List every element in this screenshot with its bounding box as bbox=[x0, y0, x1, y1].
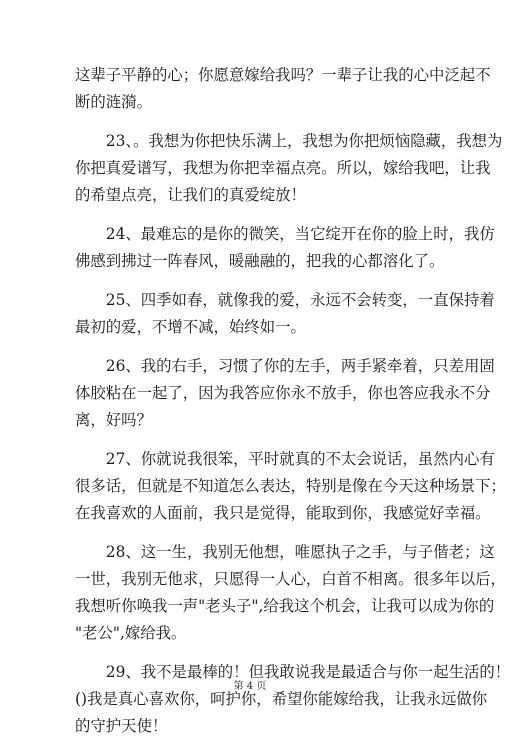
body-text bbox=[75, 64, 510, 742]
paragraph-continuation bbox=[75, 64, 491, 118]
text-line: 离，好吗？ bbox=[75, 411, 152, 429]
text-line: 一世，我别无他求，只愿得一人心，白首不相离。很多年以后， bbox=[75, 570, 506, 588]
paragraph-25 bbox=[75, 289, 495, 343]
text-line: ()我是真心喜欢你，呵护你，希望你能嫁给我，让我永远做你 bbox=[75, 690, 488, 708]
text-line: 很多话，但就是不知道怎么表达，特别是像在今天这种场景下； bbox=[75, 477, 506, 495]
text-line: "老公",嫁给我。 bbox=[75, 624, 187, 642]
text-line: 27、你就说我很笨，平时就真的不太会说话，虽然内心有 bbox=[105, 450, 495, 468]
text-line: 断的涟漪。 bbox=[75, 93, 152, 111]
text-line: 这辈子平静的心；你愿意嫁给我吗？一辈子让我的心中泛起不 bbox=[75, 66, 491, 84]
text-line: 29、我不是最棒的！但我敢说我是最适合与你一起生活的！ bbox=[105, 663, 510, 681]
text-line: 体胶粘在一起了，因为我答应你永不放手，你也答应我永不分 bbox=[75, 384, 491, 402]
text-line: 25、四季如春，就像我的爱，永远不会转变，一直保持着 bbox=[105, 291, 495, 309]
text-line: 的守护天使！ bbox=[75, 717, 168, 735]
text-line: 24、最难忘的是你的微笑，当它绽开在你的脸上时，我仿 bbox=[105, 225, 495, 243]
text-line: 28、这一生，我别无他想，唯愿执子之手，与子偕老；这 bbox=[105, 543, 495, 561]
paragraph-23 bbox=[75, 130, 503, 211]
paragraph-24 bbox=[75, 223, 495, 277]
text-line: 在我喜欢的人面前，我只是觉得，能取到你，我感觉好幸福。 bbox=[75, 504, 491, 522]
paragraph-27 bbox=[75, 448, 506, 529]
text-line: 佛感到拂过一阵春风，暖融融的，把我的心都溶化了。 bbox=[75, 252, 445, 270]
text-line: 我想听你唤我一声"老头子",给我这个机会，让我可以成为你的 bbox=[75, 597, 495, 615]
text-line: 的希望点亮，让我们的真爱绽放！ bbox=[75, 186, 306, 204]
text-line: 23、。我想为你把快乐满上，我想为你把烦恼隐藏，我想为 bbox=[105, 132, 503, 150]
paragraph-29 bbox=[75, 661, 510, 742]
page-number: 第 4 页 bbox=[233, 681, 267, 692]
paragraph-26 bbox=[75, 355, 495, 436]
text-line: 你把真爱谱写，我想为你把幸福点亮。所以，嫁给我吧，让我 bbox=[75, 159, 491, 177]
paragraph-28 bbox=[75, 541, 506, 649]
text-line: 26、我的右手，习惯了你的左手，两手紧牵着，只差用固 bbox=[105, 357, 495, 375]
text-line: 最初的爱，不增不减，始终如一。 bbox=[75, 318, 306, 336]
